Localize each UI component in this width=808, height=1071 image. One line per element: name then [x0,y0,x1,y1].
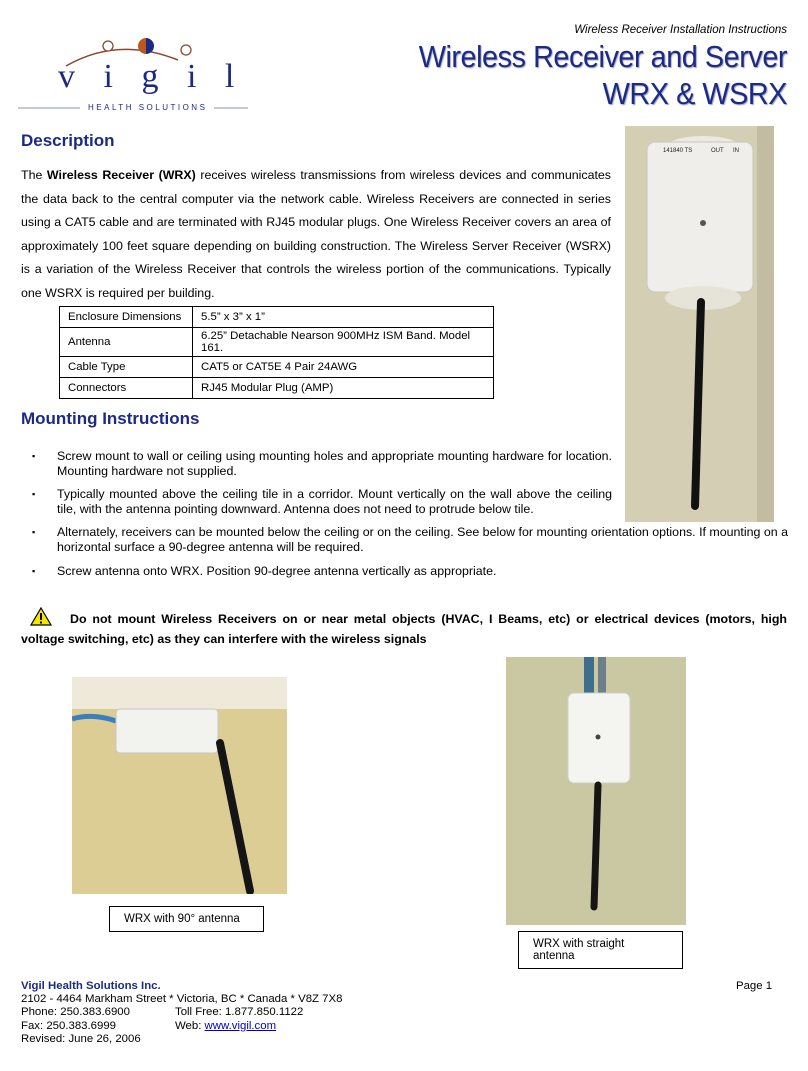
spec-table [59,306,494,399]
device-out-label: OUT [711,148,724,154]
title-line-2: WRX & WSRX [602,76,787,111]
address: 2102 - 4464 Markham Street * Victoria, BC * Canada * V8Z 7X8 [21,993,343,1006]
footer [21,980,342,1046]
list-item: ▪ Screw mount to wall or ceiling using mounting holes and appropriate mounting hardware for location. Mounting hardware not supplied. [32,449,612,478]
table-row: Antenna 6.25” Detachable Nearson 900MHz ISM Band. Model 161. [60,328,494,357]
logo-tagline: HEALTH SOLUTIONS [88,103,208,112]
wrx-wall-photo [625,126,774,522]
page-number: Page 1 [736,980,773,992]
document-label: Wireless Receiver Installation Instructions [574,24,787,36]
revised-date: Revised: June 26, 2006 [21,1032,141,1045]
phone: Phone: 250.383.6900 [21,1006,130,1019]
table-row: Connectors RJ45 Modular Plug (AMP) [60,378,494,399]
wrx-90-antenna-photo [72,677,287,894]
list-item: ▪ Typically mounted above the ceiling tile in a corridor. Mount vertically on the wall above the ceiling tile, with the antenna pointing downward. Antenna does not need to protrude below tile. [32,487,612,516]
web-label: Web: [175,1019,205,1032]
wrx-straight-antenna-photo [506,657,686,925]
fax: Fax: 250.383.6999 [21,1019,116,1032]
logo-wordmark: v i g i l [58,58,245,95]
toll-free: Toll Free: 1.877.850.1122 [175,1006,304,1019]
device-in-label: IN [733,148,739,154]
warning-note: Do not mount Wireless Receivers on or near metal objects (HVAC, I Beams, etc) or electrical devices (motors, high voltage switching, etc) as they can interfere with the wireless signals [21,607,787,648]
product-name: Wireless Receiver (WRX) [46,168,196,182]
company-name: Vigil Health Solutions Inc. [21,980,161,992]
title-line-1: Wireless Receiver and Server [418,39,787,74]
mounting-heading: Mounting Instructions [21,409,200,428]
caption-90-antenna: WRX with 90° antenna [109,906,264,932]
description-paragraph: The Wireless Receiver (WRX) receives wireless transmissions from wireless devices and communicates the data back to the central computer via the network cable. Wireless Receivers are connected in series using a CAT5 cable and are terminated with RJ45 modular plugs. One Wireless Receiver covers an area of approximately 100 feet square depending on building construction. The Wireless Server Receiver (WSRX) is a variation of the Wireless Receiver that controls the wireless portion of the communications. Typically one WSRX is required per building. [21,168,611,300]
caption-straight-antenna: WRX with straight antenna [518,931,683,969]
table-row: Enclosure Dimensions 5.5” x 3” x 1” [60,307,494,328]
document-title [419,38,787,112]
list-item: ▪ Alternately, receivers can be mounted below the ceiling or on the ceiling. See below for mounting orientation options. If mounting on a horizontal surface a 90-degree antenna will be required. [32,525,788,554]
warning-icon [30,607,52,631]
list-item: ▪ Screw antenna onto WRX. Position 90-degree antenna vertically as appropriate. [32,564,497,578]
description-heading: Description [21,131,115,150]
device-serial-label: 141840 TS [663,148,693,154]
website-link[interactable]: www.vigil.com [204,1019,277,1032]
table-row: Cable Type CAT5 or CAT5E 4 Pair 24AWG [60,357,494,378]
vigil-logo [18,28,248,118]
